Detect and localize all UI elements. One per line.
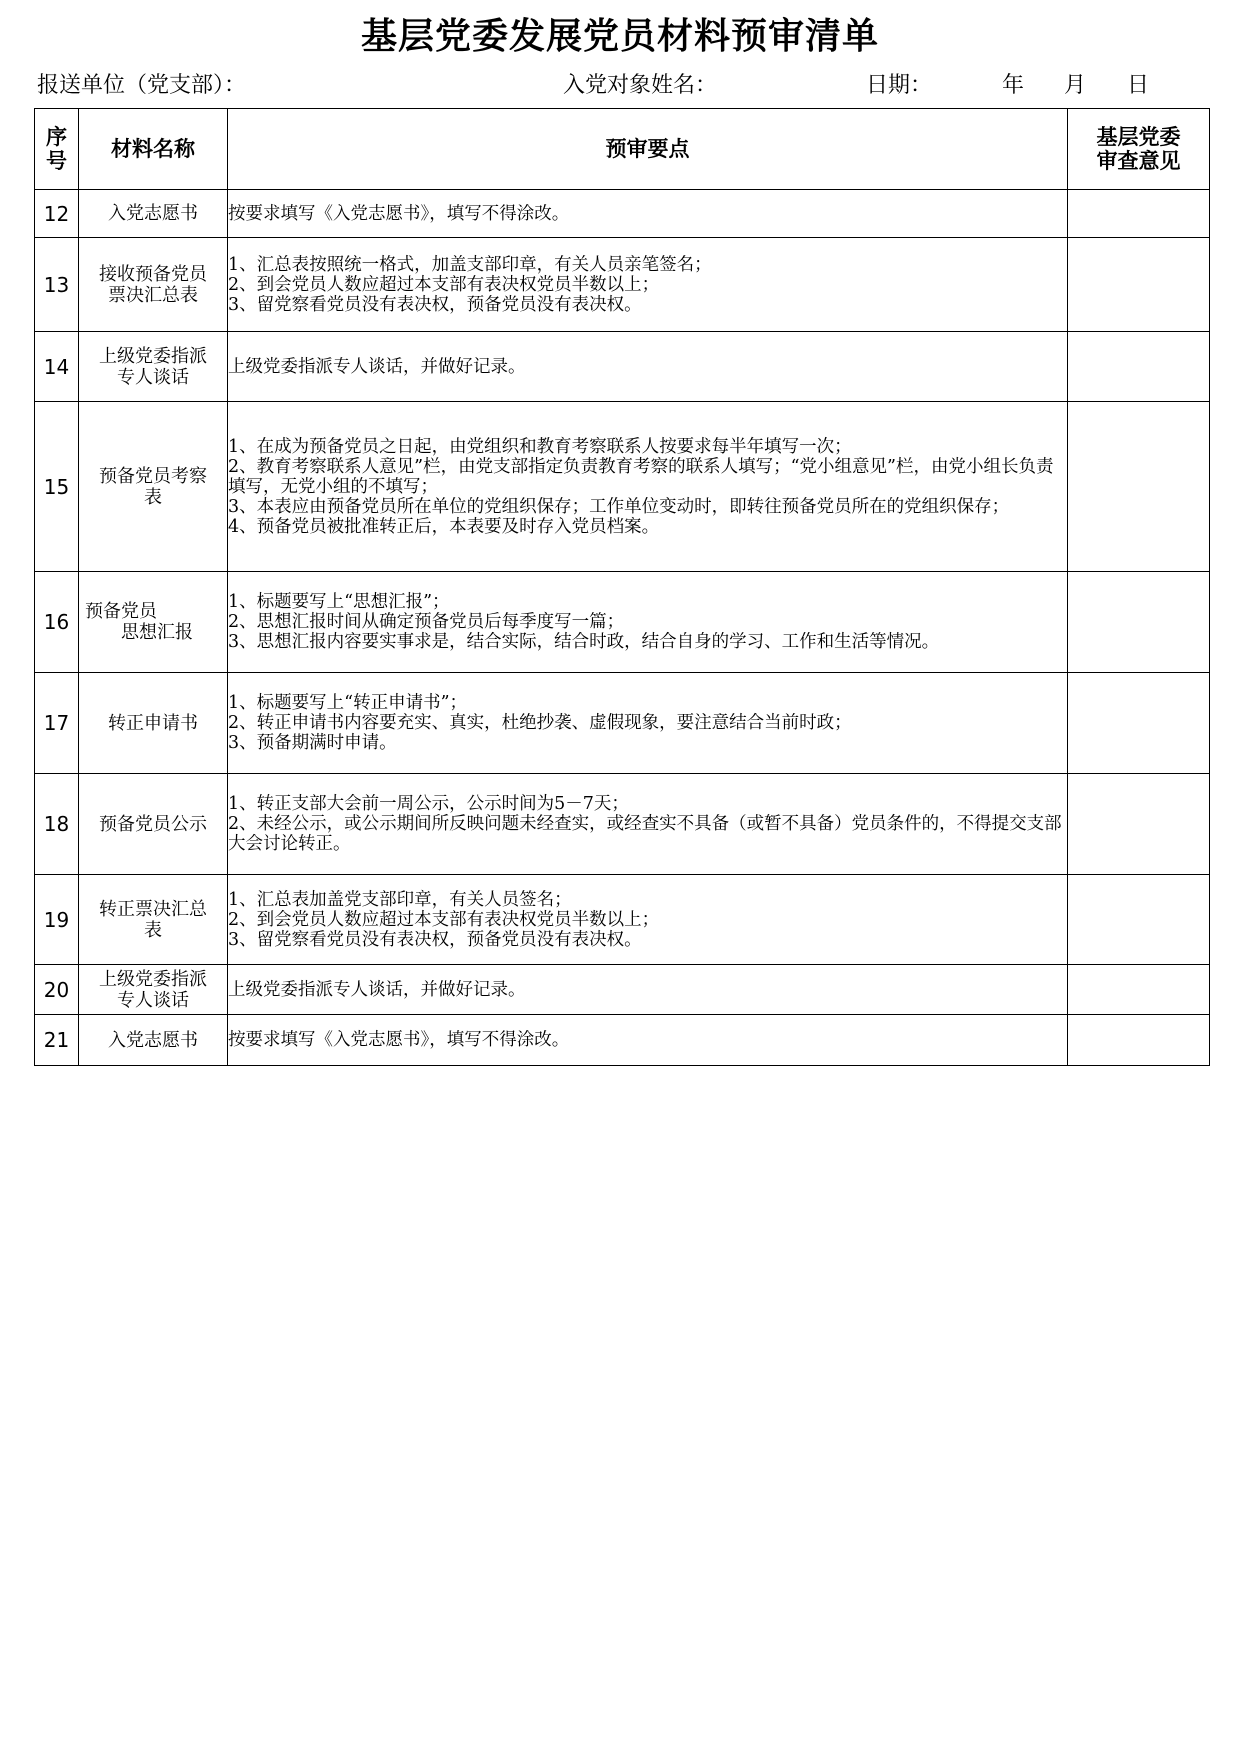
review-point-item: 1、汇总表按照统一格式，加盖支部印章，有关人员亲笔签名； [228, 254, 712, 275]
review-opinion-cell[interactable] [1068, 402, 1210, 572]
review-points [228, 572, 1068, 673]
header-remark-line2: 审查意见 [1096, 149, 1181, 173]
table-row [35, 1015, 1210, 1066]
row-number: 21 [35, 1015, 79, 1066]
material-name-line: 转正申请书 [108, 712, 198, 734]
review-point-item: 3、留党察看党员没有表决权，预备党员没有表决权。 [228, 294, 642, 315]
review-point-item: 4、预备党员被批准转正后，本表要及时存入党员档案。 [228, 516, 660, 537]
row-number: 19 [35, 875, 79, 965]
material-name-line: 专人谈话 [117, 989, 189, 1011]
date-month-label: 月 [1064, 73, 1087, 98]
review-opinion-cell[interactable] [1068, 190, 1210, 238]
review-points [228, 774, 1068, 875]
review-point-item: 1、汇总表加盖党支部印章，有关人员签名； [228, 889, 572, 910]
material-name [79, 774, 228, 875]
material-name-line: 入党志愿书 [108, 203, 198, 224]
header-remark-line1: 基层党委 [1096, 125, 1181, 149]
review-points [228, 1015, 1068, 1066]
review-opinion-cell[interactable] [1068, 572, 1210, 673]
row-number: 15 [35, 402, 79, 572]
material-name-line: 专人谈话 [117, 366, 189, 388]
material-name [79, 875, 228, 965]
review-opinion-cell[interactable] [1068, 1015, 1210, 1066]
table-row [35, 332, 1210, 402]
material-name-line: 上级党委指派 [99, 345, 207, 367]
header-no-line1: 序 [46, 125, 67, 149]
page-title: 基层党委发展党员材料预审清单 [360, 16, 879, 57]
review-point-item: 3、本表应由预备党员所在单位的党组织保存；工作单位变动时，即转往预备党员所在的党组织保存； [228, 496, 1010, 517]
row-number: 12 [35, 190, 79, 238]
review-point-item: 2、教育考察联系人意见”栏，由党支部指定负责教育考察的联系人填写；“党小组意见”栏，由党小组长负责填写，无党小组的不填写； [228, 456, 1054, 497]
review-point-item: 上级党委指派专人谈话，并做好记录。 [228, 356, 526, 377]
row-number: 20 [35, 965, 79, 1015]
table-row [35, 238, 1210, 332]
review-opinion-cell[interactable] [1068, 673, 1210, 774]
review-point-item: 1、在成为预备党员之日起，由党组织和教育考察联系人按要求每半年填写一次； [228, 436, 852, 457]
material-name [79, 238, 228, 332]
material-name-line: 票决汇总表 [108, 284, 198, 306]
review-opinion-cell[interactable] [1068, 238, 1210, 332]
material-name-line: 预备党员考察 [99, 465, 207, 487]
date-year-label: 年 [1002, 73, 1025, 98]
header-no-line2: 号 [46, 149, 67, 173]
review-opinion-cell[interactable] [1068, 875, 1210, 965]
review-point-item: 2、到会党员人数应超过本支部有表决权党员半数以上； [228, 274, 660, 295]
review-opinion-cell[interactable] [1068, 332, 1210, 402]
review-point-item: 3、思想汇报内容要实事求是，结合实际，结合时政，结合自身的学习、工作和生活等情况。 [228, 632, 940, 652]
date-day-label: 日 [1127, 73, 1150, 98]
material-name [79, 332, 228, 402]
review-point-item: 3、预备期满时申请。 [228, 733, 397, 753]
row-number: 18 [35, 774, 79, 875]
material-name-line: 表 [144, 919, 162, 941]
header-no [35, 109, 79, 190]
review-points [228, 965, 1068, 1015]
review-points [228, 875, 1068, 965]
row-number: 13 [35, 238, 79, 332]
header-review-points: 预审要点 [228, 109, 1068, 190]
table-row [35, 402, 1210, 572]
review-points [228, 332, 1068, 402]
review-point-item: 上级党委指派专人谈话，并做好记录。 [228, 979, 526, 1000]
material-name-line: 入党志愿书 [108, 1029, 198, 1051]
review-point-item: 2、思想汇报时间从确定预备党员后每季度写一篇； [228, 612, 625, 632]
material-name [79, 1015, 228, 1066]
header-review-opinion [1068, 109, 1210, 190]
material-name-line: 接收预备党员 [99, 263, 207, 285]
material-name [79, 965, 228, 1015]
review-points [228, 190, 1068, 238]
header-material-name: 材料名称 [79, 109, 228, 190]
table-row [35, 774, 1210, 875]
table-row [35, 190, 1210, 238]
review-point-item: 1、标题要写上“思想汇报”； [228, 592, 450, 612]
row-number: 16 [35, 572, 79, 673]
material-name-line: 表 [144, 486, 162, 508]
material-name [79, 572, 228, 673]
review-point-item: 2、未经公示，或公示期间所反映问题未经查实，或经查实不具备（或暂不具备）党员条件的，不得提交支部大会讨论转正。 [228, 814, 1062, 854]
material-name-line: 上级党委指派 [99, 968, 207, 990]
material-name [79, 673, 228, 774]
row-number: 17 [35, 673, 79, 774]
review-point-item: 按要求填写《入党志愿书》，填写不得涂改。 [228, 203, 570, 224]
table-row [35, 572, 1210, 673]
material-name-line: 预备党员公示 [99, 813, 207, 835]
material-name [79, 402, 228, 572]
row-number: 14 [35, 332, 79, 402]
review-point-item: 2、到会党员人数应超过本支部有表决权党员半数以上； [228, 909, 660, 930]
review-opinion-cell[interactable] [1068, 774, 1210, 875]
review-points [228, 238, 1068, 332]
material-name-line: 预备党员 [85, 601, 157, 622]
review-point-item: 1、标题要写上“转正申请书”； [228, 693, 468, 713]
review-point-item: 按要求填写《入党志愿书》，填写不得涂改。 [228, 1030, 570, 1050]
review-point-item: 3、留党察看党员没有表决权，预备党员没有表决权。 [228, 929, 642, 950]
material-name [79, 190, 228, 238]
table-row [35, 965, 1210, 1015]
materials-table [34, 108, 1210, 1066]
date-label: 日期： [866, 73, 933, 98]
material-name-line: 转正票决汇总 [99, 898, 207, 920]
review-opinion-cell[interactable] [1068, 965, 1210, 1015]
review-points [228, 673, 1068, 774]
table-row [35, 875, 1210, 965]
review-points [228, 402, 1068, 572]
report-unit-label: 报送单位（党支部）： [37, 73, 247, 98]
review-point-item: 2、转正申请书内容要充实、真实，杜绝抄袭、虚假现象，要注意结合当前时政； [228, 713, 852, 733]
material-name-line: 思想汇报 [85, 622, 193, 643]
table-header-row [35, 109, 1210, 190]
table-row [35, 673, 1210, 774]
candidate-name-label: 入党对象姓名： [563, 73, 718, 98]
review-point-item: 1、转正支部大会前一周公示，公示时间为5－7天； [228, 794, 629, 814]
